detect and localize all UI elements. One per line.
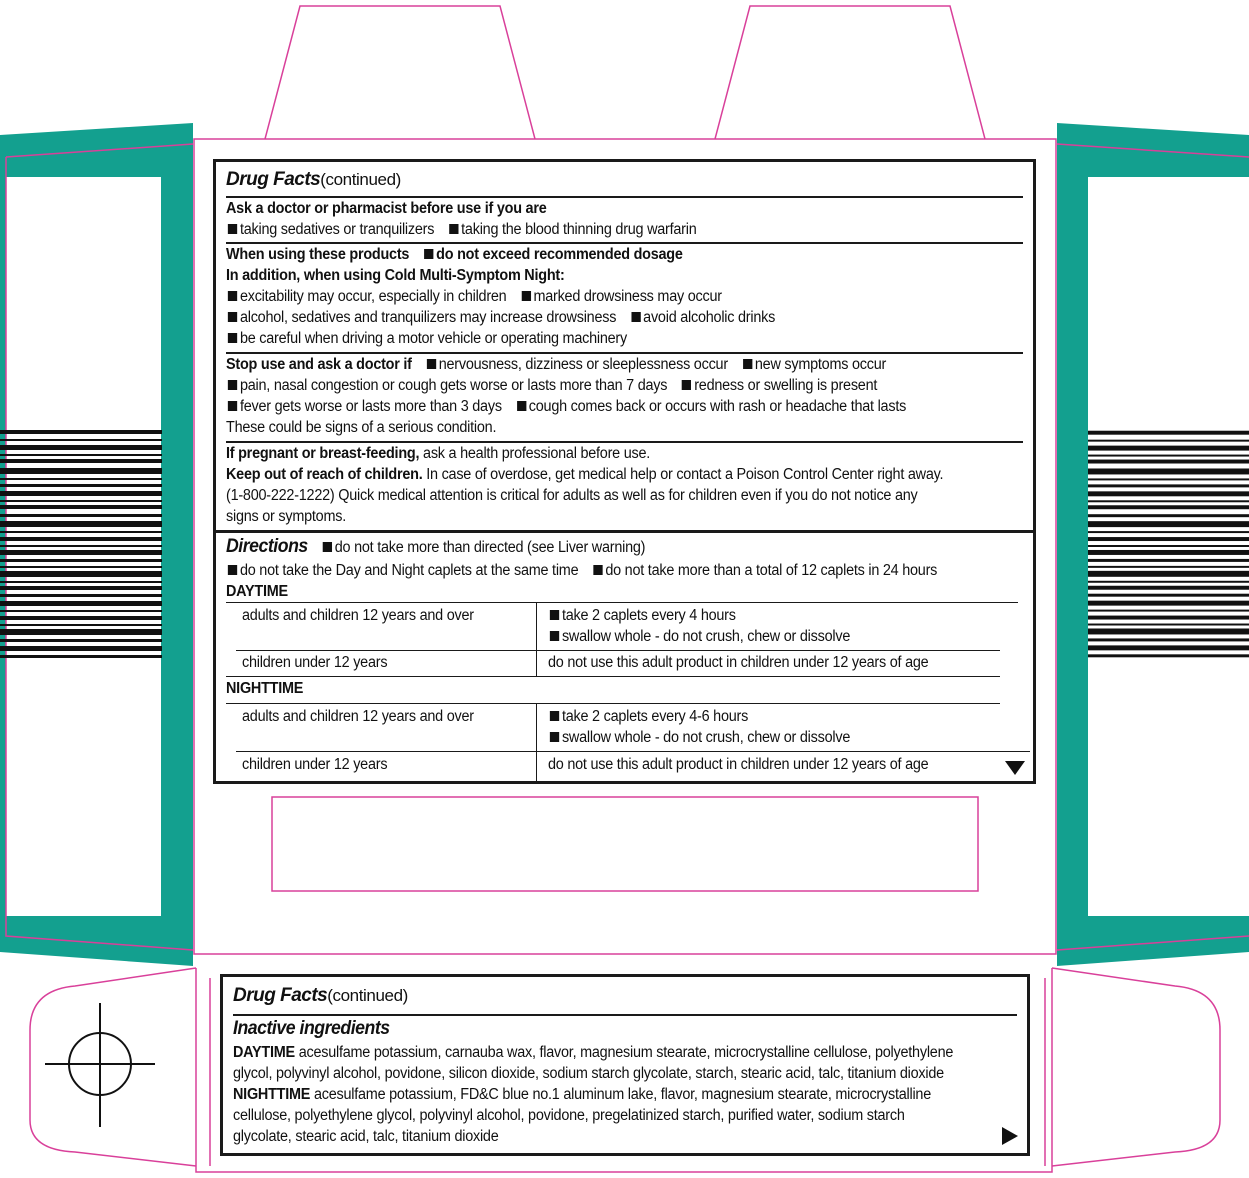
keep-out-line-2: (1-800-222-1222) Quick medical attention is critical for adults as well as for children even if you do not notice any [226,487,918,504]
nighttime-inactive-line-3: glycolate, stearic acid, talc, titanium dioxide [233,1128,499,1145]
daytime-label: DAYTIME [226,583,288,600]
nighttime-adults-dose-2: swallow whole - do not crush, chew or dissolve [548,727,850,748]
drug-facts-title: Drug Facts [226,169,321,190]
ask-doctor-items: taking sedatives or tranquilizers taking the blood thinning drug warfarin [226,219,967,240]
directions-heading: Directions [226,536,308,557]
continue-down-arrow-icon [1004,760,1026,776]
keep-out-line-3: signs or symptoms. [226,508,346,525]
continue-right-arrow-icon [1001,1126,1019,1146]
inactive-panel-title: Drug Facts [233,985,328,1006]
drug-facts-title-suffix: (continued) [320,170,401,189]
nighttime-inactive-line-1: NIGHTTIME acesulfame potassium, FD&C blue no.1 aluminum lake, flavor, magnesium stearate, microcrystalline [233,1086,931,1103]
nighttime-label: NIGHTTIME [226,680,304,697]
inactive-header [233,985,1017,1007]
directions-section [226,535,1023,602]
ask-doctor-heading: Ask a doctor or pharmacist before use if you are [226,200,547,217]
keep-out-line-1: Keep out of reach of children. In case of overdose, get medical help or contact a Poison Control Center right away. [226,466,944,483]
pregnant-keepout-section [226,443,1023,527]
when-using-row-3: be careful when driving a motor vehicle or operating machinery [226,328,967,349]
daytime-adults-who: adults and children 12 years and over [242,607,474,624]
daytime-inactive-line-1: DAYTIME acesulfame potassium, carnauba wax, flavor, magnesium stearate, microcrystalline cellulose, polyethylene [233,1044,954,1061]
nighttime-inactive-line-2: cellulose, polyethylene glycol, polyvinyl alcohol, povidone, pregelatinized starch, purified water, sodium starch [233,1107,905,1124]
drug-facts-header [226,169,1023,191]
inactive-ingredients-section [233,1016,1017,1147]
daytime-adults-dose-1: take 2 caplets every 4 hours [548,605,736,626]
when-using-section [226,244,1023,349]
drug-facts-inactive-panel [220,974,1030,1156]
directions-row-2: do not take the Day and Night caplets at the same time do not take more than a total of 12 caplets in 24 hours [226,560,967,581]
when-using-heading-line: When using these products do not exceed recommended dosage [226,246,683,263]
daytime-adults-dose-2: swallow whole - do not crush, chew or dissolve [548,626,850,647]
when-using-subheading: In addition, when using Cold Multi-Symptom Night: [226,267,565,284]
daytime-children-who: children under 12 years [242,654,388,671]
when-using-row-2: alcohol, sedatives and tranquilizers may increase drowsiness avoid alcoholic drinks [226,307,967,328]
stop-use-row-1: Stop use and ask a doctor if nervousness, dizziness or sleeplessness occur new symptoms occur [226,356,887,373]
stop-use-row-3: fever gets worse or lasts more than 3 days cough comes back or occurs with rash or headache that lasts [226,396,967,417]
ask-doctor-section [226,198,1023,240]
inactive-ingredients-heading: Inactive ingredients [233,1018,390,1039]
crosshair-registration-mark [45,1003,155,1127]
inactive-panel-title-suffix: (continued) [327,986,408,1005]
stop-use-row-2: pain, nasal congestion or cough gets worse or lasts more than 7 days redness or swelling is present [226,375,967,396]
barcode-right-graphic [1088,430,1249,662]
nighttime-children-who: children under 12 years [242,756,388,773]
when-using-row-1: excitability may occur, especially in children marked drowsiness may occur [226,286,967,307]
nighttime-adults-who: adults and children 12 years and over [242,708,474,725]
directions-heading-line: Directions do not take more than directed (see Liver warning) [226,536,646,557]
nighttime-adults-dose-1: take 2 caplets every 4-6 hours [548,706,748,727]
daytime-inactive-line-2: glycol, polyvinyl alcohol, povidone, silicon dioxide, sodium starch glycolate, starch, stearic acid, talc, titanium dioxide [233,1065,944,1082]
daytime-children-dose: do not use this adult product in children under 12 years of age [548,654,929,671]
barcode-left-graphic [0,430,162,662]
drug-facts-panel [213,159,1036,784]
pregnant-line: If pregnant or breast-feeding, ask a health professional before use. [226,445,651,462]
nighttime-children-dose: do not use this adult product in children under 12 years of age [548,756,929,773]
stop-use-note: These could be signs of a serious condition. [226,419,497,436]
stop-use-section [226,354,1023,438]
